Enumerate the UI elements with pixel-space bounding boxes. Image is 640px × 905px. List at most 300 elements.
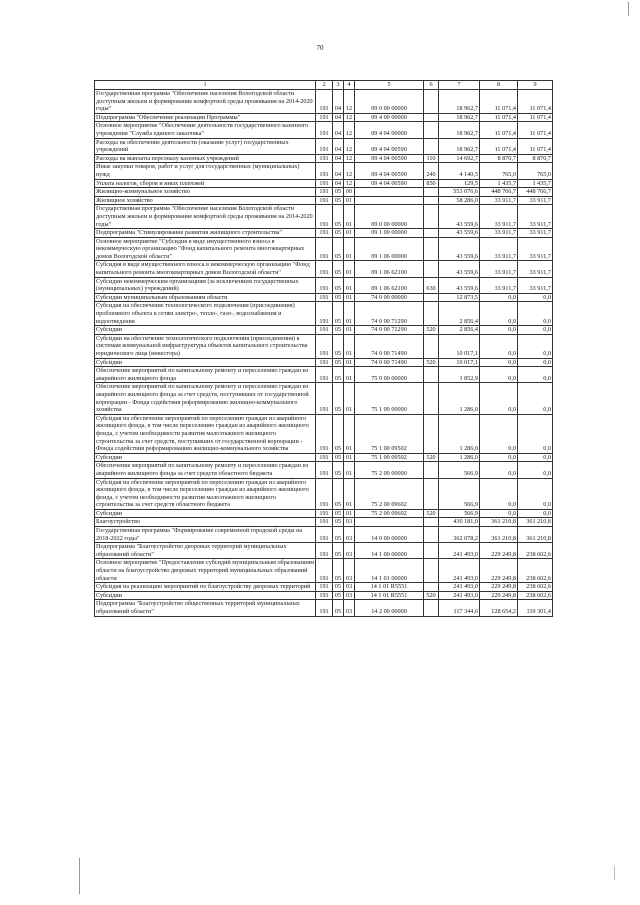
amount-cell: 765,0 [480, 163, 518, 179]
row-name-cell: Субсидии [95, 509, 316, 518]
expense-type-cell [424, 527, 439, 543]
admin-code-cell: 191 [316, 527, 333, 543]
subsection-cell: 01 [344, 229, 355, 238]
amount-cell: 361 210,8 [518, 527, 553, 543]
table-row [95, 543, 553, 559]
table-row [95, 462, 553, 478]
admin-code-cell: 191 [316, 154, 333, 163]
amount-cell: 566,9 [439, 462, 480, 478]
target-article-cell: 14 1 01 R5551 [355, 591, 424, 600]
amount-cell: 0,0 [480, 367, 518, 383]
subsection-cell: 03 [344, 591, 355, 600]
header-cell: 5 [355, 81, 424, 90]
row-name-cell: Обеспечение мероприятий по капитальному ремонту и переселению граждан из аварийного жилищного фонда за счет средств областного бюджета [95, 462, 316, 478]
target-article-cell: 74 0 00 00000 [355, 293, 424, 302]
admin-code-cell: 191 [316, 163, 333, 179]
target-article-cell: 75 2 00 09602 [355, 509, 424, 518]
section-cell: 05 [333, 583, 344, 592]
amount-cell: 1 435,7 [480, 179, 518, 188]
amount-cell: 33 911,7 [518, 229, 553, 238]
amount-cell: 448 766,7 [518, 188, 553, 197]
table-row [95, 261, 553, 277]
header-cell: 4 [344, 81, 355, 90]
admin-code-cell: 191 [316, 559, 333, 583]
amount-cell: 33 911,7 [518, 205, 553, 229]
subsection-cell: 01 [344, 277, 355, 293]
target-article-cell [355, 188, 424, 197]
header-cell: 8 [480, 81, 518, 90]
table-row [95, 383, 553, 414]
section-cell: 05 [333, 326, 344, 335]
admin-code-cell: 191 [316, 462, 333, 478]
section-cell: 05 [333, 462, 344, 478]
target-article-cell: 75 1 00 09502 [355, 414, 424, 453]
row-name-cell: Иные закупки товаров, работ и услуг для государственных (муниципальных) нужд [95, 163, 316, 179]
table-row [95, 179, 553, 188]
table-row [95, 154, 553, 163]
amount-cell: 238 602,6 [518, 559, 553, 583]
row-name-cell: Основное мероприятие "Предоставление субсидий муниципальным образованиям области на благоустройство дворовых территорий муниципальных образований области [96, 559, 315, 582]
target-article-cell: 75 0 00 00000 [355, 367, 424, 383]
header-cell: 9 [518, 81, 553, 90]
amount-cell: 362 078,2 [439, 527, 480, 543]
expense-type-cell [424, 367, 439, 383]
subsection-cell: 01 [344, 326, 355, 335]
target-article-cell: 14 1 01 R5551 [355, 583, 424, 592]
admin-code-cell: 191 [316, 583, 333, 592]
table-row [95, 113, 553, 122]
scan-edge-mark [614, 866, 615, 880]
expense-type-cell [424, 383, 439, 414]
row-name-cell: Расходы на выплаты персоналу казенных учреждений [95, 154, 316, 163]
amount-cell: 18 962,7 [439, 122, 480, 138]
amount-cell: 0,0 [518, 414, 553, 453]
section-cell: 04 [333, 138, 344, 154]
subsection-cell: 03 [344, 518, 355, 527]
section-cell: 05 [333, 205, 344, 229]
admin-code-cell: 191 [316, 122, 333, 138]
amount-cell: 0,0 [518, 326, 553, 335]
target-article-cell: 09 4 04 00590 [355, 163, 424, 179]
section-cell: 05 [333, 518, 344, 527]
amount-cell: 43 559,6 [439, 237, 480, 261]
amount-cell: 0,0 [518, 367, 553, 383]
table-row [95, 414, 553, 453]
amount-cell: 0,0 [518, 383, 553, 414]
amount-cell: 33 911,7 [518, 261, 553, 277]
table-row [95, 326, 553, 335]
table-row [95, 196, 553, 205]
admin-code-cell: 191 [316, 196, 333, 205]
target-article-cell: 09 1 06 00000 [355, 237, 424, 261]
target-article-cell: 09 4 04 00590 [355, 179, 424, 188]
amount-cell: 11 071,4 [480, 113, 518, 122]
amount-cell: 8 870,7 [480, 154, 518, 163]
amount-cell: 229 249,8 [480, 559, 518, 583]
amount-cell: 18 962,7 [439, 113, 480, 122]
amount-cell: 238 602,6 [518, 591, 553, 600]
admin-code-cell: 191 [316, 261, 333, 277]
amount-cell: 229 249,8 [480, 543, 518, 559]
admin-code-cell: 191 [316, 90, 333, 114]
expense-type-cell: 520 [424, 326, 439, 335]
target-article-cell: 75 1 00 09502 [355, 453, 424, 462]
expense-type-cell: 520 [424, 509, 439, 518]
section-cell: 05 [333, 414, 344, 453]
amount-cell: 0,0 [480, 358, 518, 367]
row-name-cell: Государственная программа "Обеспечение населения Вологодской области доступным жильем и формирование комфортной среды проживания на 2014-2020 годы" [95, 205, 316, 229]
subsection-cell: 12 [344, 138, 355, 154]
expense-type-cell [424, 414, 439, 453]
amount-cell: 43 559,6 [439, 277, 480, 293]
row-name-cell: Жилищное хозяйство [95, 196, 316, 205]
amount-cell: 1 286,0 [439, 453, 480, 462]
expense-type-cell [424, 462, 439, 478]
table-row [95, 527, 553, 543]
scan-edge-mark [79, 858, 80, 894]
section-cell: 05 [333, 509, 344, 518]
subsection-cell: 01 [344, 367, 355, 383]
amount-cell: 43 559,6 [439, 261, 480, 277]
row-name-cell: Жилищно-коммунальное хозяйство [95, 188, 316, 197]
section-cell: 04 [333, 113, 344, 122]
admin-code-cell: 191 [316, 543, 333, 559]
admin-code-cell: 191 [316, 302, 333, 326]
target-article-cell: 14 1 01 00000 [355, 559, 424, 583]
expense-type-cell [424, 583, 439, 592]
amount-cell: 229 249,8 [480, 583, 518, 592]
amount-cell: 11 071,4 [480, 90, 518, 114]
expense-type-cell [424, 196, 439, 205]
section-cell: 05 [333, 383, 344, 414]
table-row [95, 229, 553, 238]
expense-type-cell [424, 90, 439, 114]
table-row [95, 122, 553, 138]
row-name-cell: Подпрограмма "Благоустройство дворовых территорий муниципальных образований области" [95, 543, 316, 559]
admin-code-cell: 191 [316, 326, 333, 335]
amount-cell: 33 911,7 [480, 196, 518, 205]
amount-cell: 58 286,0 [439, 196, 480, 205]
admin-code-cell: 191 [316, 277, 333, 293]
admin-code-cell: 191 [316, 358, 333, 367]
table-row [95, 293, 553, 302]
target-article-cell: 09 1 06 62100 [355, 277, 424, 293]
amount-cell: 241 493,0 [439, 543, 480, 559]
amount-cell: 128 654,2 [480, 600, 518, 616]
subsection-cell: 12 [344, 154, 355, 163]
amount-cell: 765,0 [518, 163, 553, 179]
amount-cell: 8 870,7 [518, 154, 553, 163]
section-cell: 05 [333, 591, 344, 600]
table-row [95, 277, 553, 293]
section-cell: 05 [333, 559, 344, 583]
target-article-cell: 74 0 00 71490 [355, 358, 424, 367]
amount-cell: 129,5 [439, 179, 480, 188]
expense-type-cell: 520 [424, 453, 439, 462]
amount-cell: 33 911,7 [480, 277, 518, 293]
amount-cell: 430 181,0 [439, 518, 480, 527]
scan-edge-mark [628, 2, 629, 16]
target-article-cell: 09 4 04 00590 [355, 154, 424, 163]
amount-cell: 18 962,7 [439, 90, 480, 114]
amount-cell: 12 873,5 [439, 293, 480, 302]
subsection-cell: 01 [344, 237, 355, 261]
expense-type-cell [424, 559, 439, 583]
amount-cell: 0,0 [480, 334, 518, 358]
subsection-cell: 03 [344, 583, 355, 592]
section-cell: 05 [333, 478, 344, 509]
section-cell: 05 [333, 277, 344, 293]
amount-cell: 2 856,4 [439, 302, 480, 326]
subsection-cell: 01 [344, 334, 355, 358]
expense-type-cell [424, 302, 439, 326]
row-name-cell: Субсидии [95, 453, 316, 462]
table-row [95, 90, 553, 114]
table-row [95, 334, 553, 358]
amount-cell: 566,9 [439, 478, 480, 509]
table-row [95, 559, 553, 583]
amount-cell: 0,0 [480, 383, 518, 414]
admin-code-cell: 191 [316, 509, 333, 518]
amount-cell: 0,0 [518, 302, 553, 326]
subsection-cell: 03 [344, 600, 355, 616]
subsection-cell: 12 [344, 179, 355, 188]
target-article-cell: 75 1 00 00000 [355, 383, 424, 414]
header-cell: 6 [424, 81, 439, 90]
section-cell: 05 [333, 543, 344, 559]
admin-code-cell: 191 [316, 414, 333, 453]
row-name-cell: Субсидия на реализацию мероприятий по благоустройству дворовых территорий [95, 583, 316, 592]
amount-cell: 14 692,7 [439, 154, 480, 163]
row-name-cell: Субсидия на обеспечение мероприятий по переселению граждан из аварийного жилищного фонда, в том числе переселению граждан из аварийного жилищного фонда, с учетом необходимости развития малоэтажного жилищного строительства за счет средств областного бюджета [95, 478, 316, 509]
amount-cell: 43 559,6 [439, 229, 480, 238]
target-article-cell: 09 4 04 00000 [355, 122, 424, 138]
row-name-cell: Подпрограмма "Благоустройство общественных территорий муниципальных образований области" [95, 600, 316, 616]
row-name-cell: Субсидия в виде имущественного взноса в некоммерческую организацию "Фонд капитального ремонта многоквартирных домов Вологодской области" [95, 261, 316, 277]
subsection-cell: 01 [344, 509, 355, 518]
subsection-cell: 01 [344, 414, 355, 453]
amount-cell: 10 017,1 [439, 334, 480, 358]
subsection-cell: 01 [344, 383, 355, 414]
row-name-cell: Субсидии некоммерческим организациям (за исключением государственных (муниципальных) учреждений) [95, 277, 316, 293]
amount-cell: 448 766,7 [480, 188, 518, 197]
table-row [95, 600, 553, 616]
expense-type-cell [424, 478, 439, 509]
row-name-cell: Субсидия на обеспечение технологического подключения (присоединения) проблемного объекта к сетям электро-, тепло-, газо-, водоснабжения и водоотведения [95, 302, 316, 326]
admin-code-cell: 191 [316, 453, 333, 462]
admin-code-cell: 191 [316, 229, 333, 238]
row-name-cell: Обеспечение мероприятий по капитальному ремонту и переселению граждан из аварийного жилищного фонда [95, 367, 316, 383]
expense-type-cell [424, 205, 439, 229]
target-article-cell [355, 518, 424, 527]
section-cell: 05 [333, 600, 344, 616]
amount-cell: 0,0 [480, 478, 518, 509]
row-name-cell: Субсидия на обеспечение мероприятий по переселению граждан из аварийного жилищного фонда, в том числе переселению граждан из аварийного жилищного фонда, с учетом необходимости развития малоэтажного жилищного строительства за счет средств, поступивших от государственной корпорации - Фонда содействия реформированию жилищно-коммунального хозяйства [95, 414, 316, 453]
expense-type-cell [424, 188, 439, 197]
amount-cell: 0,0 [518, 478, 553, 509]
budget-table [94, 80, 553, 617]
amount-cell: 119 301,4 [518, 600, 553, 616]
table-row [95, 358, 553, 367]
subsection-cell: 12 [344, 163, 355, 179]
amount-cell: 11 071,4 [480, 138, 518, 154]
amount-cell: 361 210,8 [480, 518, 518, 527]
amount-cell: 11 071,4 [518, 138, 553, 154]
admin-code-cell: 191 [316, 179, 333, 188]
amount-cell: 0,0 [518, 462, 553, 478]
amount-cell: 238 602,6 [518, 583, 553, 592]
amount-cell: 361 210,8 [480, 527, 518, 543]
row-name-cell: Основное мероприятие "Субсидия в виде имущественного взноса в некоммерческую организацию "Фонд капитального ремонта многоквартирных домов Вологодской области" [95, 237, 316, 261]
admin-code-cell: 191 [316, 367, 333, 383]
table-row [95, 188, 553, 197]
table-body [95, 81, 553, 617]
target-article-cell: 09 4 04 00590 [355, 138, 424, 154]
amount-cell: 0,0 [480, 462, 518, 478]
target-article-cell: 74 0 00 71290 [355, 326, 424, 335]
target-article-cell: 74 0 00 71490 [355, 334, 424, 358]
row-name-cell: Подпрограмма "Обеспечение реализации Программы" [95, 113, 316, 122]
amount-cell: 566,9 [439, 509, 480, 518]
row-name-cell: Обеспечение мероприятий по капитальному ремонту и переселению граждан из аварийного жилищного фонда за счет средств, поступивших от государственной корпорации - Фонда содействия реформированию жилищно-коммунального хозяйства [95, 383, 316, 414]
amount-cell: 117 344,6 [439, 600, 480, 616]
expense-type-cell [424, 334, 439, 358]
amount-cell: 33 911,7 [518, 237, 553, 261]
amount-cell: 11 071,4 [518, 113, 553, 122]
admin-code-cell: 191 [316, 237, 333, 261]
row-name-cell: Субсидии на обеспечение технологического подключения (присоединения) к системам коммунальной инфраструктуры объектов капитального строительства юридического лица (инвестора) [95, 334, 316, 358]
target-article-cell: 09 0 00 00000 [355, 205, 424, 229]
amount-cell: 1 852,9 [439, 367, 480, 383]
expense-type-cell [424, 261, 439, 277]
subsection-cell: 03 [344, 543, 355, 559]
amount-cell: 11 071,4 [518, 122, 553, 138]
amount-cell: 33 911,7 [480, 205, 518, 229]
amount-cell: 0,0 [480, 414, 518, 453]
amount-cell: 241 493,0 [439, 583, 480, 592]
section-cell: 04 [333, 154, 344, 163]
subsection-cell: 01 [344, 302, 355, 326]
subsection-cell: 03 [344, 527, 355, 543]
amount-cell: 1 286,0 [439, 383, 480, 414]
table-row [95, 302, 553, 326]
expense-type-cell: 630 [424, 277, 439, 293]
admin-code-cell: 191 [316, 293, 333, 302]
table-row [95, 583, 553, 592]
amount-cell: 33 911,7 [480, 237, 518, 261]
amount-cell: 0,0 [480, 302, 518, 326]
section-cell: 05 [333, 302, 344, 326]
amount-cell: 11 071,4 [518, 90, 553, 114]
page-number: 70 [316, 44, 324, 52]
subsection-cell: 01 [344, 358, 355, 367]
table-row [95, 478, 553, 509]
table-row [95, 163, 553, 179]
amount-cell: 241 493,0 [439, 591, 480, 600]
subsection-cell: 01 [344, 462, 355, 478]
header-cell: 2 [316, 81, 333, 90]
expense-type-cell: 850 [424, 179, 439, 188]
target-article-cell: 14 0 00 00000 [355, 527, 424, 543]
amount-cell: 0,0 [480, 453, 518, 462]
target-article-cell: 14 2 00 00000 [355, 600, 424, 616]
section-cell: 04 [333, 122, 344, 138]
amount-cell: 0,0 [480, 326, 518, 335]
expense-type-cell [424, 229, 439, 238]
subsection-cell: 01 [344, 261, 355, 277]
expense-type-cell [424, 293, 439, 302]
amount-cell: 4 140,5 [439, 163, 480, 179]
admin-code-cell: 191 [316, 188, 333, 197]
expense-type-cell: 520 [424, 591, 439, 600]
target-article-cell: 74 0 00 71290 [355, 302, 424, 326]
target-article-cell: 09 0 00 00000 [355, 90, 424, 114]
table-row [95, 367, 553, 383]
header-cell: 7 [439, 81, 480, 90]
admin-code-cell: 191 [316, 383, 333, 414]
section-cell: 04 [333, 179, 344, 188]
subsection-cell: 12 [344, 113, 355, 122]
section-cell: 05 [333, 261, 344, 277]
amount-cell: 0,0 [518, 334, 553, 358]
subsection-cell: 01 [344, 196, 355, 205]
section-cell: 05 [333, 358, 344, 367]
section-cell: 05 [333, 334, 344, 358]
section-cell: 04 [333, 90, 344, 114]
target-article-cell [355, 196, 424, 205]
section-cell: 05 [333, 229, 344, 238]
admin-code-cell: 191 [316, 600, 333, 616]
expense-type-cell [424, 518, 439, 527]
section-cell: 05 [333, 196, 344, 205]
target-article-cell: 09 4 00 00000 [355, 113, 424, 122]
subsection-cell: 12 [344, 90, 355, 114]
expense-type-cell: 110 [424, 154, 439, 163]
row-name-cell: Уплата налогов, сборов и иных платежей [95, 179, 316, 188]
admin-code-cell: 191 [316, 138, 333, 154]
admin-code-cell: 191 [316, 518, 333, 527]
expense-type-cell [424, 113, 439, 122]
target-article-cell: 75 2 00 00000 [355, 462, 424, 478]
table-header-row [95, 81, 553, 90]
subsection-cell: 00 [344, 188, 355, 197]
amount-cell: 43 559,6 [439, 205, 480, 229]
header-cell: 1 [95, 81, 316, 90]
amount-cell: 1 286,0 [439, 414, 480, 453]
expense-type-cell: 520 [424, 358, 439, 367]
target-article-cell: 09 1 06 62100 [355, 261, 424, 277]
header-cell: 3 [333, 81, 344, 90]
row-name-cell: Субсидии [95, 326, 316, 335]
amount-cell: 229 249,8 [480, 591, 518, 600]
row-name-cell: Государственная программа "Обеспечение населения Вологодской области доступным жильем и формирование комфортной среды проживания на 2014-2020 годы" [95, 90, 316, 114]
row-name-cell: Субсидии [95, 358, 316, 367]
amount-cell: 0,0 [480, 293, 518, 302]
subsection-cell: 03 [344, 559, 355, 583]
expense-type-cell [424, 237, 439, 261]
amount-cell: 553 076,6 [439, 188, 480, 197]
section-cell: 05 [333, 367, 344, 383]
row-name-cell: Субсидии муниципальным образованиям области [95, 293, 316, 302]
table-row [95, 591, 553, 600]
amount-cell: 0,0 [518, 453, 553, 462]
admin-code-cell: 191 [316, 113, 333, 122]
admin-code-cell: 191 [316, 205, 333, 229]
subsection-cell: 01 [344, 453, 355, 462]
expense-type-cell [424, 122, 439, 138]
amount-cell: 18 962,7 [439, 138, 480, 154]
target-article-cell: 75 2 00 09602 [355, 478, 424, 509]
